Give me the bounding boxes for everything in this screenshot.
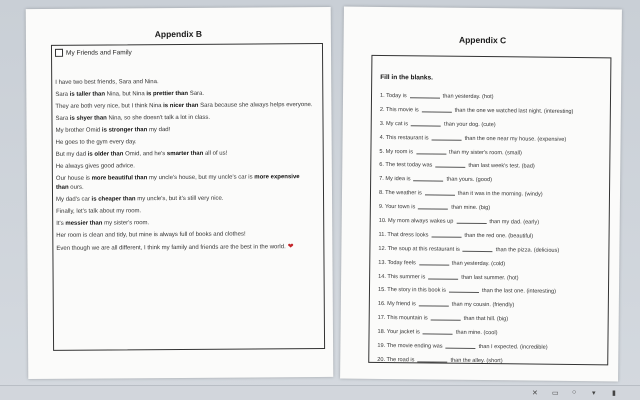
text-segment: Nina, but Nina — [104, 91, 147, 98]
comparative-phrase: is stronger than — [101, 127, 148, 134]
item-rest: than that hill. (big) — [463, 316, 509, 323]
text-segment: my uncle's, but it's still very nice. — [135, 195, 224, 203]
paragraph — [56, 137, 314, 148]
item-rest: than yours. (good) — [446, 176, 493, 184]
answer-blank[interactable] — [416, 146, 446, 154]
item-rest: than yesterday. (cold) — [451, 260, 506, 267]
item-rest: than the pizza. (delicious) — [495, 246, 560, 254]
text-segment: I have two best friends, Sara and Nina. — [55, 79, 159, 86]
item-prompt: That dress looks — [387, 231, 429, 239]
comparative-phrase: is taller than — [69, 91, 106, 98]
item-prompt: The soup at this restaurant is — [387, 245, 460, 253]
item-number: 2. — [379, 106, 387, 113]
answer-blank[interactable] — [422, 104, 452, 112]
item-prompt: This mountain is — [386, 315, 428, 322]
text-segment: Sara — [55, 115, 70, 122]
text-segment: Omid, and he's — [123, 151, 167, 158]
text-segment: my sister's room. — [102, 220, 150, 227]
item-prompt: My friend is — [387, 301, 416, 308]
item-number: 3. — [379, 120, 386, 127]
item-number: 17. — [377, 315, 387, 322]
item-number: 19. — [377, 342, 387, 350]
paragraph — [56, 125, 314, 136]
paragraph — [56, 161, 314, 172]
box-title: My Friends and Family — [65, 48, 132, 57]
item-prompt: Your town is — [384, 204, 416, 211]
item-prompt: My cat is — [385, 120, 409, 128]
text-segment: But my dad — [55, 151, 88, 158]
item-prompt: My mom always wakes up — [388, 218, 454, 225]
comparative-phrase: more beautiful than — [91, 175, 148, 182]
item-prompt: My room is — [385, 148, 414, 155]
text-segment: Sara — [55, 91, 70, 98]
answer-blank[interactable] — [431, 229, 461, 237]
paragraph — [56, 230, 314, 241]
item-number: 10. — [378, 217, 389, 225]
answer-blank[interactable] — [463, 244, 493, 252]
text-segment: ours. — [68, 184, 84, 191]
item-number: 4. — [379, 134, 386, 141]
item-rest: than last summer. (hot) — [461, 274, 519, 281]
item-number: 7. — [379, 176, 386, 183]
text-segment: my uncle's house, but my uncle's car is — [147, 174, 255, 182]
item-prompt: The movie ending was — [386, 343, 443, 350]
paragraph — [56, 149, 314, 160]
item-rest: than I expected. (incredible) — [478, 344, 548, 351]
answer-blank[interactable] — [446, 341, 476, 349]
text-segment: They are both very nice, but I think Nina — [55, 103, 164, 110]
item-rest: than my dad. (early) — [489, 219, 540, 226]
item-rest: than the last one. (interesting) — [481, 288, 557, 296]
item-prompt: The road is — [386, 356, 415, 364]
appendix-b-title: Appendix B — [154, 28, 203, 40]
text-segment: He goes to the gym every day. — [55, 139, 137, 146]
item-rest: than the alley. (short) — [450, 357, 503, 365]
answer-blank[interactable] — [418, 201, 448, 209]
comparative-phrase: smarter than — [166, 150, 204, 158]
item-number: 16. — [377, 301, 388, 308]
item-rest: than it was in the morning. (windy) — [457, 190, 543, 198]
item-prompt: This summer is — [387, 273, 426, 280]
item-rest: than last week's test. (bad) — [468, 163, 535, 171]
answer-blank[interactable] — [410, 90, 440, 98]
comparative-phrase: is older than — [87, 151, 124, 158]
item-number: 5. — [379, 148, 386, 155]
answer-blank[interactable] — [414, 174, 444, 182]
appendix-b-page — [26, 7, 334, 379]
item-prompt: My idea is — [385, 176, 411, 183]
checkbox-icon[interactable] — [55, 49, 63, 57]
item-rest: than my sister's room. (small) — [448, 149, 522, 156]
exercise-list — [377, 90, 608, 370]
comparative-phrase: messier than — [65, 220, 103, 227]
text-segment: It's — [56, 220, 66, 227]
answer-blank[interactable] — [419, 299, 449, 307]
text-segment: My brother Omid — [55, 127, 102, 134]
item-number: 20. — [377, 356, 387, 363]
paragraph — [55, 101, 313, 112]
item-prompt: The story in this book is — [387, 287, 447, 295]
item-rest: than my cousin. (friendly) — [451, 302, 515, 309]
answer-blank[interactable] — [449, 285, 479, 293]
text-segment: Our house is — [55, 175, 92, 182]
answer-blank[interactable] — [411, 118, 441, 126]
item-rest: than your dog. (cute) — [444, 121, 496, 128]
comparative-phrase: is prettier than — [146, 90, 189, 98]
item-number: 18. — [377, 329, 387, 336]
answer-blank[interactable] — [456, 216, 486, 224]
box-title-line — [55, 48, 132, 57]
item-number: 6. — [379, 162, 386, 169]
comparative-phrase: is shyer than — [69, 115, 107, 122]
exercise-item — [377, 354, 605, 370]
item-rest: than the red one. (beautiful) — [464, 232, 534, 240]
answer-blank[interactable] — [432, 132, 462, 140]
battery-icon[interactable]: ▮ — [612, 390, 616, 397]
item-number: 9. — [378, 204, 386, 211]
item-number: 13. — [378, 259, 388, 266]
reading-text-box — [51, 43, 325, 351]
item-rest: than the one we watched last night. (interesting) — [454, 107, 574, 115]
answer-blank[interactable] — [428, 271, 458, 279]
item-prompt: The weather is — [385, 190, 422, 197]
paragraph — [55, 113, 313, 124]
appendix-c-page — [340, 7, 622, 382]
item-number: 1. — [379, 92, 387, 100]
answer-blank[interactable] — [419, 257, 449, 265]
item-rest: than mine. (cool) — [455, 329, 498, 337]
text-segment: my dad! — [147, 127, 171, 134]
answer-blank[interactable] — [423, 327, 453, 335]
text-segment: Finally, let's talk about my room. — [56, 208, 142, 215]
wifi-icon[interactable]: ▾ — [592, 390, 596, 397]
exercise-box — [368, 55, 611, 365]
text-segment: all of us! — [203, 150, 228, 157]
item-prompt: This restaurant is — [385, 134, 429, 142]
exercise-instruction: Fill in the blanks. — [380, 73, 433, 82]
camera-icon[interactable]: ▭ — [552, 390, 559, 397]
text-segment: My dad's car — [56, 196, 92, 203]
paragraph — [56, 206, 314, 217]
item-number: 11. — [378, 231, 388, 238]
comparative-phrase: is nicer than — [163, 102, 199, 110]
text-segment: He always gives good advice. — [55, 163, 135, 170]
answer-blank[interactable] — [425, 188, 455, 196]
text-segment: Sara. — [188, 90, 205, 97]
text-segment: Sara because she always helps everyone. — [198, 102, 313, 109]
appendix-c-title: Appendix C — [458, 34, 507, 46]
item-number: 8. — [378, 190, 386, 197]
paragraph — [56, 242, 314, 254]
item-number: 12. — [378, 245, 388, 252]
answer-blank[interactable] — [431, 313, 461, 321]
comparative-phrase: more expensive than — [55, 174, 300, 191]
text-segment: Her room is clean and tidy, but mine is always full of books and clothes! — [56, 231, 246, 239]
item-number: 14. — [378, 273, 388, 280]
paragraph — [56, 218, 314, 229]
comparative-phrase: is cheaper than — [91, 196, 136, 203]
paragraph — [56, 173, 314, 193]
paragraph — [56, 194, 314, 205]
paragraph — [55, 77, 313, 88]
text-segment: Nina, so she doesn't talk a lot in class. — [106, 114, 211, 122]
item-number: 15. — [377, 287, 388, 294]
heart-icon: ❤ — [285, 243, 294, 251]
text-segment: Even though we are all different, I think my family and friends are the best in the world. — [56, 244, 286, 252]
close-icon[interactable]: ✕ — [532, 390, 538, 397]
item-rest: than mine. (big) — [451, 204, 491, 212]
item-rest: than the one near my house. (expensive) — [464, 135, 567, 143]
item-rest: than yesterday. (hot) — [442, 93, 494, 101]
item-prompt: Your jacket is — [386, 329, 420, 336]
taskbar — [0, 385, 640, 400]
paragraph — [55, 89, 313, 100]
search-icon[interactable]: ○ — [572, 389, 577, 396]
item-prompt: Today feels — [387, 259, 416, 267]
item-prompt: The test today was — [385, 162, 433, 169]
item-prompt: This movie is — [385, 106, 419, 114]
answer-blank[interactable] — [435, 160, 465, 168]
item-prompt: Today is — [386, 93, 407, 100]
reading-paragraphs — [55, 77, 314, 257]
answer-blank[interactable] — [417, 354, 447, 362]
